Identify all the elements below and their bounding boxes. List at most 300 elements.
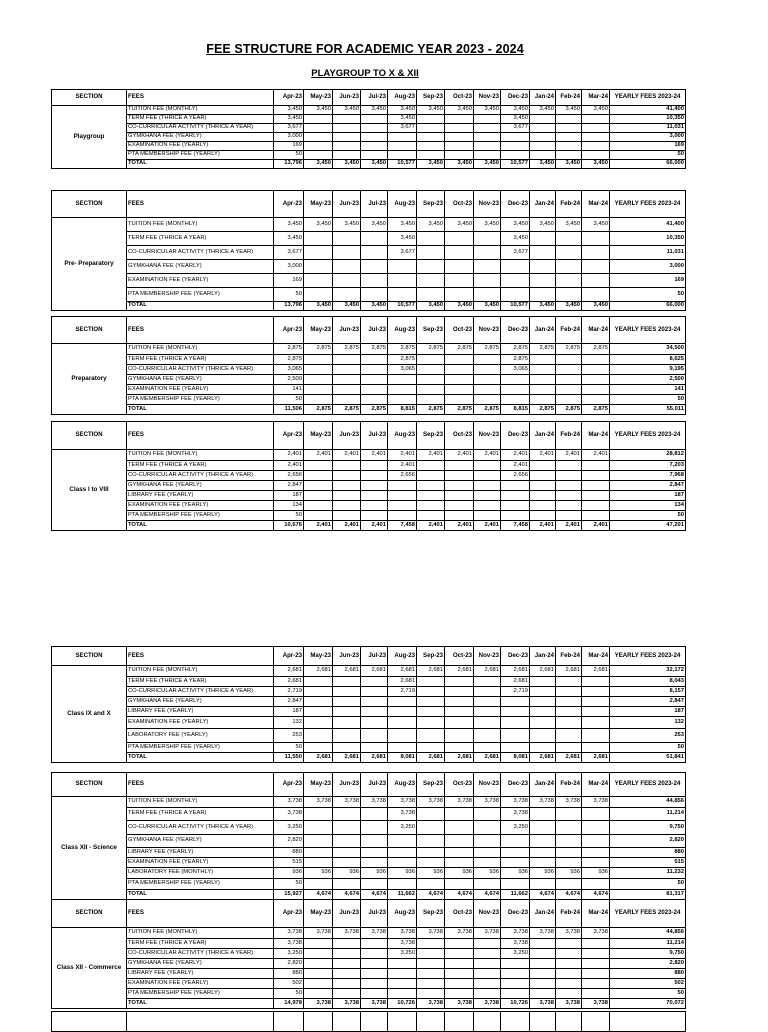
month-amount	[445, 729, 474, 743]
month-amount	[333, 461, 361, 471]
total-row	[52, 890, 686, 900]
month-amount	[530, 232, 556, 246]
month-amount	[361, 879, 388, 890]
month-amount: 3,677	[388, 246, 417, 260]
month-amount	[556, 858, 582, 868]
fee-name: GYMKHANA FEE (YEARLY)	[127, 697, 274, 707]
empty-cell	[556, 1012, 582, 1032]
month-header: May-23	[304, 900, 333, 928]
section-name: Playgroup	[52, 106, 127, 169]
month-header: Nov-23	[474, 317, 501, 344]
month-amount	[556, 808, 582, 821]
month-amount	[501, 979, 530, 989]
empty-cell	[333, 1012, 361, 1032]
month-amount: 3,450	[304, 218, 333, 232]
month-amount: 3,677	[274, 246, 304, 260]
month-amount: 3,450	[474, 160, 501, 169]
month-amount	[417, 939, 445, 949]
month-amount	[388, 707, 417, 717]
month-amount	[474, 697, 501, 707]
month-amount: 3,450	[274, 106, 304, 115]
month-amount	[361, 729, 388, 743]
month-amount	[388, 729, 417, 743]
month-amount: 2,401	[582, 521, 610, 531]
yearly-amount: 70,072	[610, 999, 686, 1009]
fees-header: FEES	[127, 317, 274, 344]
month-amount	[333, 385, 361, 395]
month-amount: 2,401	[304, 450, 333, 461]
month-amount: 2,681	[304, 666, 333, 677]
month-amount: 3,738	[556, 928, 582, 939]
empty-cell	[445, 1012, 474, 1032]
month-amount: 936	[501, 868, 530, 879]
yearly-fees-header: YEARLY FEES 2023-24	[610, 900, 686, 928]
month-amount	[361, 481, 388, 491]
month-amount	[556, 821, 582, 835]
month-header: Jan-24	[530, 900, 556, 928]
month-amount	[304, 939, 333, 949]
total-label: TOTAL	[127, 753, 274, 763]
month-amount	[582, 858, 610, 868]
month-header: Mar-24	[582, 422, 610, 450]
month-amount: 2,656	[388, 471, 417, 481]
table-row	[52, 491, 686, 501]
month-amount: 2,401	[388, 461, 417, 471]
month-amount: 502	[274, 979, 304, 989]
month-amount	[530, 848, 556, 858]
month-header: Jan-24	[530, 422, 556, 450]
month-amount	[501, 697, 530, 707]
fee-name: LIBRARY FEE (YEARLY)	[127, 848, 274, 858]
month-amount: 2,401	[501, 461, 530, 471]
month-amount: 50	[274, 989, 304, 999]
month-amount	[361, 151, 388, 160]
month-amount	[445, 959, 474, 969]
table-row	[52, 969, 686, 979]
month-amount: 3,450	[501, 115, 530, 124]
yearly-amount: 66,000	[610, 302, 686, 311]
table-header-row	[52, 317, 686, 344]
month-amount	[556, 949, 582, 959]
month-amount	[388, 858, 417, 868]
yearly-amount: 55,011	[610, 405, 686, 415]
table-header-row	[52, 191, 686, 218]
month-amount	[361, 717, 388, 729]
month-amount	[333, 989, 361, 999]
fee-name: EXAMINATION FEE (YEARLY)	[127, 858, 274, 868]
month-amount: 3,738	[501, 808, 530, 821]
month-amount: 3,250	[501, 949, 530, 959]
month-amount	[556, 959, 582, 969]
month-amount	[417, 461, 445, 471]
month-amount	[445, 939, 474, 949]
month-amount	[530, 743, 556, 753]
month-header: Jul-23	[361, 773, 388, 797]
month-amount: 3,250	[388, 821, 417, 835]
month-header: Jun-23	[333, 422, 361, 450]
month-amount	[474, 949, 501, 959]
fee-name: GYMKHANA FEE (YEARLY)	[127, 835, 274, 848]
month-header: Jan-24	[530, 90, 556, 106]
table-row	[52, 511, 686, 521]
month-amount	[582, 969, 610, 979]
month-amount: 3,450	[304, 106, 333, 115]
month-amount: 3,450	[582, 218, 610, 232]
month-amount: 3,250	[388, 949, 417, 959]
month-amount: 4,674	[530, 890, 556, 900]
month-amount	[556, 729, 582, 743]
empty-cell	[582, 1012, 610, 1032]
month-amount: 2,847	[274, 481, 304, 491]
yearly-amount: 66,000	[610, 160, 686, 169]
fee-name: PTA MEMBERSHIP FEE (YEARLY)	[127, 395, 274, 405]
month-amount	[556, 481, 582, 491]
yearly-amount: 44,856	[610, 797, 686, 808]
month-amount: 2,875	[417, 344, 445, 355]
month-header: Feb-24	[556, 191, 582, 218]
month-header: Oct-23	[445, 773, 474, 797]
month-amount: 2,681	[388, 677, 417, 687]
month-header: Dec-23	[501, 900, 530, 928]
month-amount: 8,815	[388, 405, 417, 415]
month-amount	[388, 717, 417, 729]
yearly-amount: 10,350	[610, 115, 686, 124]
month-amount: 3,450	[274, 115, 304, 124]
month-amount	[530, 858, 556, 868]
month-amount	[417, 260, 445, 274]
month-amount: 253	[274, 729, 304, 743]
table-row	[52, 288, 686, 302]
month-header: Oct-23	[445, 422, 474, 450]
total-label: TOTAL	[127, 302, 274, 311]
month-amount	[501, 743, 530, 753]
month-amount	[417, 395, 445, 405]
month-amount	[417, 821, 445, 835]
month-amount: 3,738	[445, 999, 474, 1009]
month-amount: 2,847	[274, 697, 304, 707]
month-amount	[388, 133, 417, 142]
fees-header: FEES	[127, 422, 274, 450]
month-amount	[417, 989, 445, 999]
table-row	[52, 115, 686, 124]
month-amount	[445, 115, 474, 124]
month-amount	[361, 355, 388, 365]
month-amount	[474, 260, 501, 274]
month-amount: 2,681	[501, 677, 530, 687]
month-amount: 2,875	[530, 405, 556, 415]
month-amount	[501, 835, 530, 848]
month-amount	[445, 260, 474, 274]
month-amount	[445, 151, 474, 160]
table-row	[52, 344, 686, 355]
month-header: Feb-24	[556, 647, 582, 666]
month-amount	[445, 395, 474, 405]
section-name: Pre- Preparatory	[52, 218, 127, 311]
month-amount	[304, 491, 333, 501]
table-row	[52, 481, 686, 491]
month-header: Mar-24	[582, 647, 610, 666]
month-header: Jan-24	[530, 773, 556, 797]
month-amount: 134	[274, 501, 304, 511]
month-amount	[388, 491, 417, 501]
fee-table	[51, 646, 686, 763]
month-amount: 2,875	[388, 344, 417, 355]
month-amount	[445, 142, 474, 151]
month-amount: 2,875	[274, 355, 304, 365]
month-amount	[530, 729, 556, 743]
month-amount: 50	[274, 151, 304, 160]
month-amount	[474, 989, 501, 999]
month-amount	[474, 491, 501, 501]
month-amount: 3,450	[530, 106, 556, 115]
month-amount	[474, 808, 501, 821]
table-row	[52, 218, 686, 232]
month-amount: 2,401	[388, 450, 417, 461]
section-name: Class IX and X	[52, 666, 127, 763]
month-amount	[304, 729, 333, 743]
month-amount	[361, 246, 388, 260]
yearly-amount: 134	[610, 501, 686, 511]
month-amount: 2,401	[274, 461, 304, 471]
table-row	[52, 395, 686, 405]
fee-name: EXAMINATION FEE (YEARLY)	[127, 142, 274, 151]
yearly-amount: 11,214	[610, 808, 686, 821]
yearly-amount: 515	[610, 858, 686, 868]
month-amount	[474, 835, 501, 848]
month-header: Nov-23	[474, 647, 501, 666]
month-amount	[417, 288, 445, 302]
month-amount	[582, 395, 610, 405]
month-amount	[304, 288, 333, 302]
month-amount: 3,450	[304, 160, 333, 169]
month-amount: 2,401	[304, 521, 333, 531]
month-amount	[333, 969, 361, 979]
month-amount: 3,450	[361, 106, 388, 115]
month-amount: 187	[274, 491, 304, 501]
fee-name: PTA MEMBERSHIP FEE (YEARLY)	[127, 151, 274, 160]
table-row	[52, 471, 686, 481]
month-header: Sep-23	[417, 647, 445, 666]
month-amount	[474, 511, 501, 521]
month-amount: 13,796	[274, 302, 304, 311]
month-amount	[333, 808, 361, 821]
month-amount	[333, 511, 361, 521]
month-header: Mar-24	[582, 191, 610, 218]
month-amount	[582, 385, 610, 395]
month-header: Dec-23	[501, 317, 530, 344]
month-amount	[333, 717, 361, 729]
table-row	[52, 729, 686, 743]
month-amount	[445, 677, 474, 687]
table-row	[52, 797, 686, 808]
month-amount	[474, 979, 501, 989]
month-amount	[445, 461, 474, 471]
month-amount	[333, 395, 361, 405]
month-amount	[304, 375, 333, 385]
month-header: Jun-23	[333, 647, 361, 666]
month-amount: 2,401	[333, 521, 361, 531]
month-amount: 3,450	[530, 160, 556, 169]
month-amount: 4,674	[582, 890, 610, 900]
fee-name: PTA MEMBERSHIP FEE (YEARLY)	[127, 288, 274, 302]
month-header: Sep-23	[417, 422, 445, 450]
table-row	[52, 928, 686, 939]
month-header: Aug-23	[388, 317, 417, 344]
month-amount: 3,738	[530, 999, 556, 1009]
month-amount	[304, 879, 333, 890]
month-header: Aug-23	[388, 647, 417, 666]
month-header: Apr-23	[274, 90, 304, 106]
total-label: TOTAL	[127, 890, 274, 900]
month-amount: 3,450	[361, 302, 388, 311]
month-header: Apr-23	[274, 422, 304, 450]
month-amount: 3,450	[501, 218, 530, 232]
month-amount: 13,796	[274, 160, 304, 169]
month-amount	[361, 808, 388, 821]
month-amount: 936	[388, 868, 417, 879]
month-amount: 3,738	[556, 797, 582, 808]
month-amount: 4,674	[474, 890, 501, 900]
month-amount: 3,250	[274, 821, 304, 835]
month-amount	[501, 375, 530, 385]
table-row	[52, 821, 686, 835]
month-amount: 936	[530, 868, 556, 879]
month-amount	[361, 375, 388, 385]
fee-table	[51, 899, 686, 1009]
month-header: Oct-23	[445, 900, 474, 928]
month-amount	[474, 821, 501, 835]
month-amount	[333, 246, 361, 260]
month-amount: 2,681	[361, 666, 388, 677]
month-amount	[388, 879, 417, 890]
month-amount	[474, 115, 501, 124]
month-amount	[388, 260, 417, 274]
month-amount	[304, 232, 333, 246]
month-amount	[417, 355, 445, 365]
month-amount	[445, 743, 474, 753]
yearly-amount: 187	[610, 491, 686, 501]
month-amount: 50	[274, 395, 304, 405]
month-amount	[474, 717, 501, 729]
empty-cell	[474, 1012, 501, 1032]
month-amount	[474, 939, 501, 949]
month-amount	[556, 969, 582, 979]
month-amount: 936	[556, 868, 582, 879]
month-amount: 2,401	[501, 450, 530, 461]
month-amount	[556, 355, 582, 365]
month-amount: 2,401	[474, 521, 501, 531]
fee-name: TUITION FEE (MONTHLY)	[127, 218, 274, 232]
yearly-amount: 51,841	[610, 753, 686, 763]
month-amount: 2,875	[333, 405, 361, 415]
month-amount	[556, 461, 582, 471]
month-amount	[474, 461, 501, 471]
yearly-fees-header: YEARLY FEES 2023-24	[610, 773, 686, 797]
month-amount	[474, 288, 501, 302]
month-amount	[501, 511, 530, 521]
month-amount: 2,875	[501, 355, 530, 365]
month-amount	[530, 481, 556, 491]
month-amount	[417, 979, 445, 989]
month-header: Dec-23	[501, 647, 530, 666]
month-amount	[501, 848, 530, 858]
table-header-row	[52, 422, 686, 450]
month-amount: 3,738	[417, 797, 445, 808]
month-amount	[333, 151, 361, 160]
month-amount	[333, 879, 361, 890]
yearly-amount: 50	[610, 151, 686, 160]
month-amount	[556, 491, 582, 501]
month-amount: 3,450	[556, 218, 582, 232]
yearly-amount: 132	[610, 717, 686, 729]
month-header: Mar-24	[582, 90, 610, 106]
month-header: Sep-23	[417, 90, 445, 106]
month-amount	[530, 274, 556, 288]
fee-table	[51, 421, 686, 531]
month-amount	[304, 133, 333, 142]
month-amount	[361, 979, 388, 989]
fee-table	[51, 190, 686, 311]
month-amount: 3,450	[333, 218, 361, 232]
month-amount	[445, 949, 474, 959]
month-amount	[474, 858, 501, 868]
month-amount: 3,000	[274, 260, 304, 274]
month-amount	[582, 501, 610, 511]
month-amount	[501, 858, 530, 868]
fee-name: EXAMINATION FEE (YEARLY)	[127, 979, 274, 989]
month-amount: 3,738	[388, 939, 417, 949]
fee-name: TERM FEE (THRICE A YEAR)	[127, 355, 274, 365]
month-amount	[388, 481, 417, 491]
month-amount	[501, 385, 530, 395]
month-amount: 3,738	[361, 999, 388, 1009]
month-amount	[501, 989, 530, 999]
yearly-amount: 8,043	[610, 677, 686, 687]
yearly-amount: 3,000	[610, 133, 686, 142]
month-amount	[501, 491, 530, 501]
month-amount	[445, 707, 474, 717]
month-amount: 2,401	[474, 450, 501, 461]
month-amount	[445, 879, 474, 890]
fee-name: CO-CURRICULAR ACTIVITY (THRICE A YEAR)	[127, 471, 274, 481]
table-header-row	[52, 773, 686, 797]
month-amount: 3,738	[582, 999, 610, 1009]
month-amount	[582, 142, 610, 151]
yearly-amount: 880	[610, 969, 686, 979]
month-amount	[582, 511, 610, 521]
month-amount	[474, 375, 501, 385]
yearly-amount: 11,232	[610, 868, 686, 879]
month-amount	[361, 989, 388, 999]
month-amount	[445, 481, 474, 491]
month-amount	[582, 808, 610, 821]
month-amount	[556, 707, 582, 717]
month-header: Jun-23	[333, 773, 361, 797]
fees-header: FEES	[127, 773, 274, 797]
fee-name: TUITION FEE (MONTHLY)	[127, 450, 274, 461]
month-amount	[361, 501, 388, 511]
month-amount: 3,065	[388, 365, 417, 375]
month-amount	[556, 274, 582, 288]
month-amount: 2,681	[445, 753, 474, 763]
month-amount	[388, 835, 417, 848]
month-amount: 10,577	[388, 160, 417, 169]
month-amount	[417, 743, 445, 753]
month-amount	[530, 835, 556, 848]
month-amount	[445, 471, 474, 481]
month-amount	[417, 133, 445, 142]
month-amount: 936	[274, 868, 304, 879]
